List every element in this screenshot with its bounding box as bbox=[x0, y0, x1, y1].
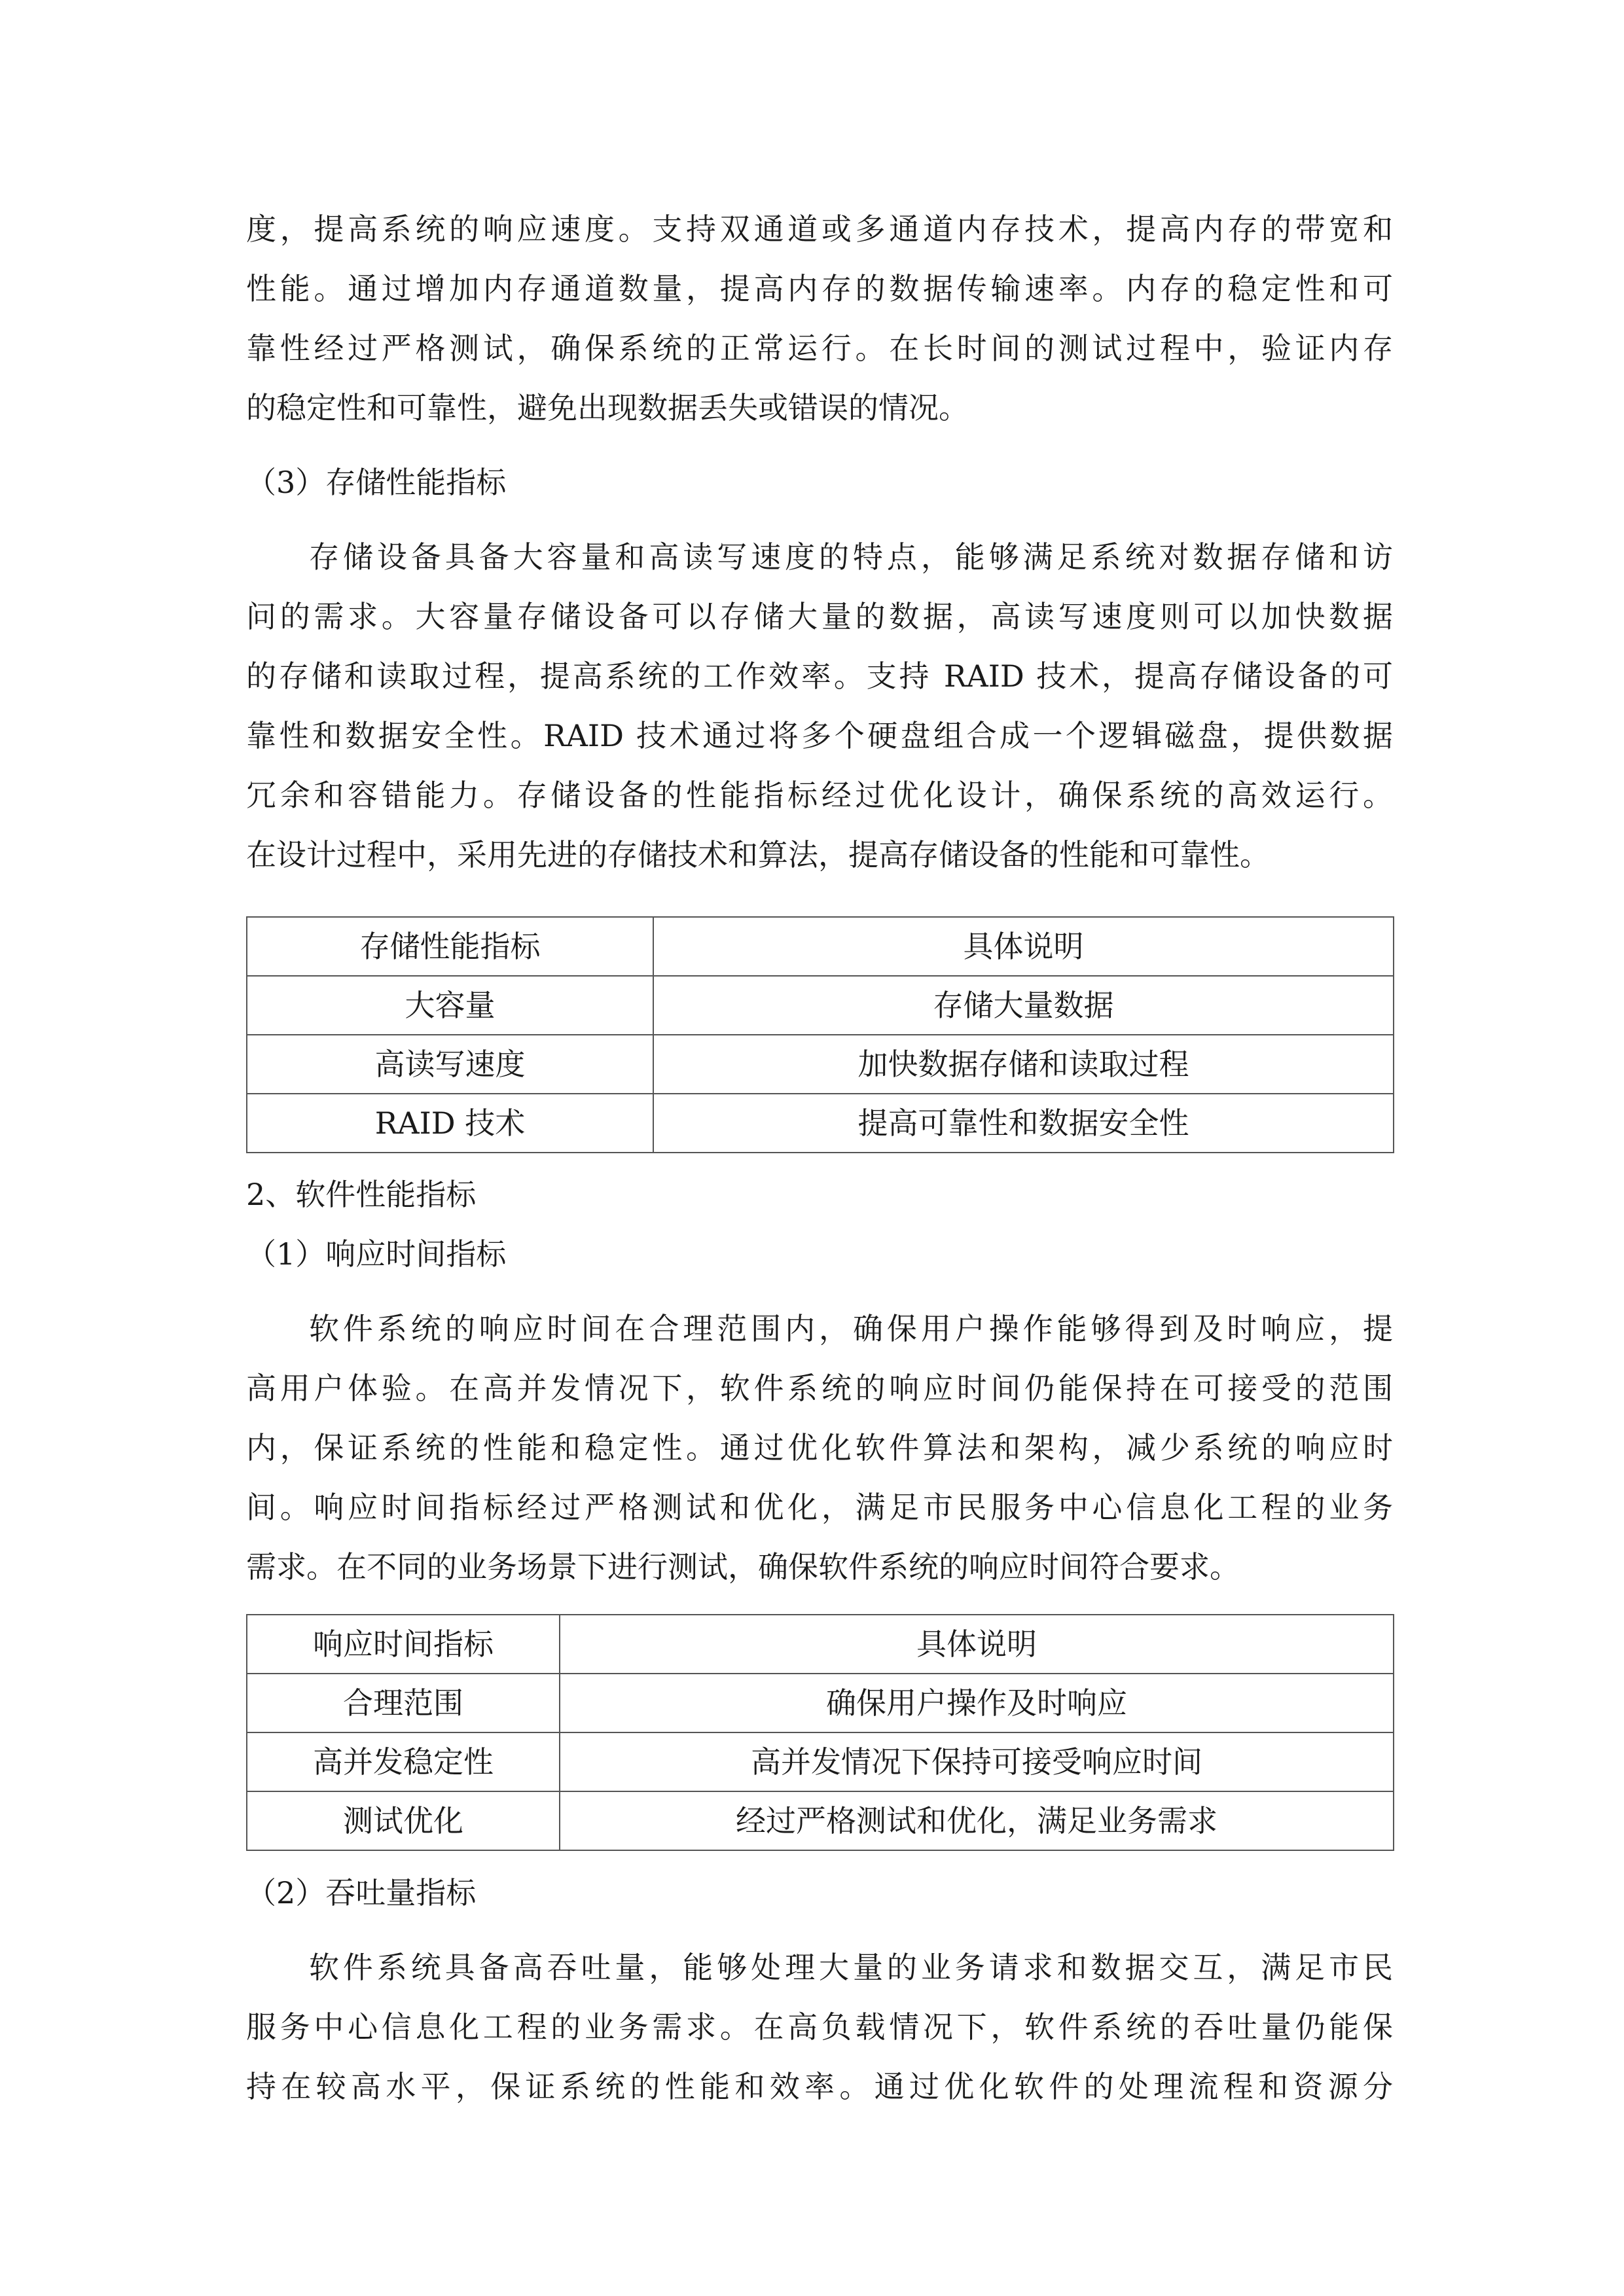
table-cell: 经过严格测试和优化，满足业务需求 bbox=[560, 1791, 1394, 1850]
storage-heading: （3）存储性能指标 bbox=[246, 465, 507, 500]
response-line: 间。响应时间指标经过严格测试和优化，满足市民服务中心信息化工程的业务 bbox=[246, 1490, 1393, 1525]
response-heading: （1）响应时间指标 bbox=[246, 1236, 507, 1272]
table-row bbox=[247, 1094, 1394, 1153]
throughput-line: 持在较高水平，保证系统的性能和效率。通过优化软件的处理流程和资源分 bbox=[246, 2069, 1393, 2104]
table-row bbox=[247, 1791, 1394, 1850]
storage-line: 冗余和容错能力。存储设备的性能指标经过优化设计，确保系统的高效运行。 bbox=[246, 778, 1393, 813]
response-line: 高用户体验。在高并发情况下，软件系统的响应时间仍能保持在可接受的范围 bbox=[246, 1371, 1393, 1406]
response-line: 需求。在不同的业务场景下进行测试，确保软件系统的响应时间符合要求。 bbox=[246, 1549, 1240, 1585]
table-cell: 提高可靠性和数据安全性 bbox=[653, 1094, 1394, 1153]
storage-line: 的存储和读取过程，提高系统的工作效率。支持 RAID 技术，提高存储设备的可 bbox=[246, 658, 1393, 694]
table-cell: 高读写速度 bbox=[247, 1035, 653, 1094]
table-row bbox=[247, 1035, 1394, 1094]
table-cell: 高并发情况下保持可接受响应时间 bbox=[560, 1732, 1394, 1791]
table-cell: 加快数据存储和读取过程 bbox=[653, 1035, 1394, 1094]
table-cell: 存储大量数据 bbox=[653, 976, 1394, 1035]
intro-line: 靠性经过严格测试，确保系统的正常运行。在长时间的测试过程中，验证内存 bbox=[246, 331, 1393, 366]
table-cell: 高并发稳定性 bbox=[247, 1732, 560, 1791]
table-header-cell: 存储性能指标 bbox=[247, 917, 653, 976]
table-row bbox=[247, 976, 1394, 1035]
throughput-line: 软件系统具备高吞吐量，能够处理大量的业务请求和数据交互，满足市民 bbox=[309, 1950, 1393, 1985]
response-table bbox=[246, 1614, 1394, 1851]
table-header-cell: 具体说明 bbox=[653, 917, 1394, 976]
storage-line: 靠性和数据安全性。RAID 技术通过将多个硬盘组合成一个逻辑磁盘，提供数据 bbox=[246, 718, 1393, 753]
table-cell: 合理范围 bbox=[247, 1674, 560, 1732]
software-heading: 2、软件性能指标 bbox=[246, 1177, 477, 1212]
throughput-heading: （2）吞吐量指标 bbox=[246, 1875, 477, 1910]
storage-line: 存储设备具备大容量和高读写速度的特点，能够满足系统对数据存储和访 bbox=[309, 539, 1393, 575]
storage-line: 问的需求。大容量存储设备可以存储大量的数据，高读写速度则可以加快数据 bbox=[246, 599, 1393, 634]
table-header-cell: 具体说明 bbox=[560, 1615, 1394, 1674]
table-row bbox=[247, 1674, 1394, 1732]
intro-line: 的稳定性和可靠性，避免出现数据丢失或错误的情况。 bbox=[246, 390, 969, 425]
throughput-line: 服务中心信息化工程的业务需求。在高负载情况下，软件系统的吞吐量仍能保 bbox=[246, 2009, 1393, 2045]
table-cell: 测试优化 bbox=[247, 1791, 560, 1850]
table-header-row bbox=[247, 917, 1394, 976]
table-cell: 确保用户操作及时响应 bbox=[560, 1674, 1394, 1732]
table-header-cell: 响应时间指标 bbox=[247, 1615, 560, 1674]
intro-line: 度，提高系统的响应速度。支持双通道或多通道内存技术，提高内存的带宽和 bbox=[246, 211, 1393, 247]
intro-line: 性能。通过增加内存通道数量，提高内存的数据传输速率。内存的稳定性和可 bbox=[246, 271, 1393, 306]
table-row bbox=[247, 1732, 1394, 1791]
table-cell: 大容量 bbox=[247, 976, 653, 1035]
storage-table bbox=[246, 916, 1394, 1153]
storage-line: 在设计过程中，采用先进的存储技术和算法，提高存储设备的性能和可靠性。 bbox=[246, 837, 1270, 872]
table-cell: RAID 技术 bbox=[247, 1094, 653, 1153]
response-line: 内，保证系统的性能和稳定性。通过优化软件算法和架构，减少系统的响应时 bbox=[246, 1430, 1393, 1465]
response-line: 软件系统的响应时间在合理范围内，确保用户操作能够得到及时响应，提 bbox=[309, 1311, 1393, 1346]
table-header-row bbox=[247, 1615, 1394, 1674]
